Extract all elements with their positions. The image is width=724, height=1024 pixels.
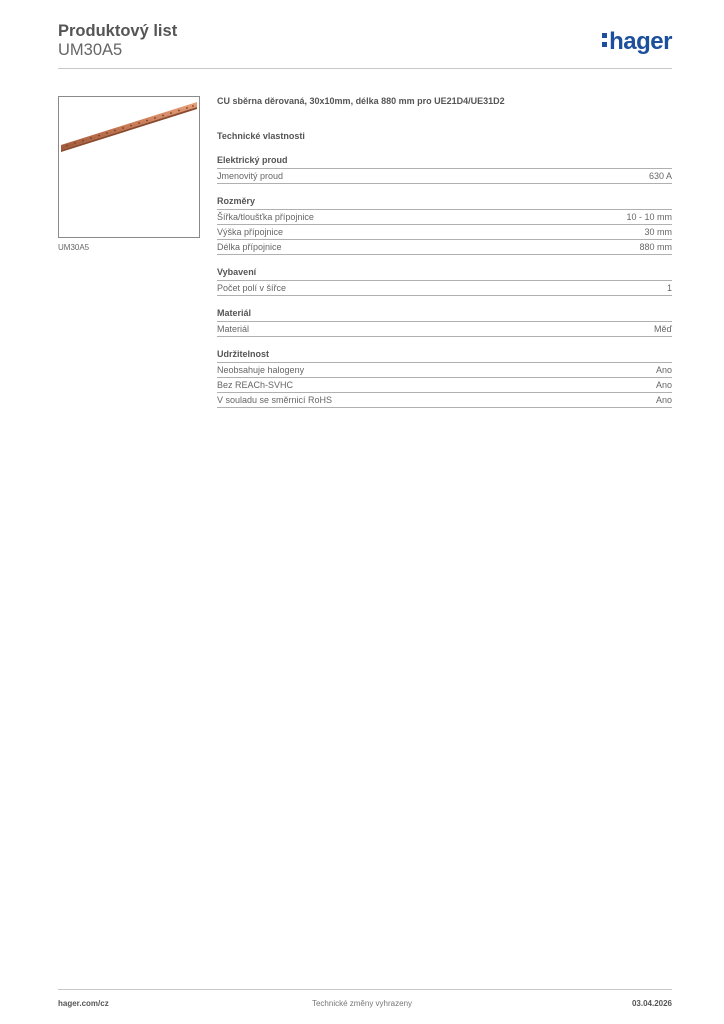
row-value: Měď: [653, 323, 672, 334]
section-material: [217, 307, 672, 337]
section-title: Vybavení: [217, 266, 672, 281]
section-title: Materiál: [217, 307, 672, 322]
technical-properties-heading: Technické vlastnosti: [217, 131, 305, 141]
footer-divider: [58, 989, 672, 990]
table-row: [217, 281, 672, 296]
page-title: Produktový list: [58, 22, 178, 40]
table-row: [217, 225, 672, 240]
section-title: Udržitelnost: [217, 348, 672, 363]
section-electric-current: [217, 154, 672, 184]
table-row: [217, 378, 672, 393]
row-value: 1: [666, 282, 672, 293]
table-row: [217, 393, 672, 408]
footer-notice: Technické změny vyhrazeny: [311, 999, 413, 1008]
row-value: Ano: [655, 394, 672, 405]
table-row: [217, 363, 672, 378]
section-title: Elektrický proud: [217, 154, 672, 169]
logo-text: hager: [609, 28, 672, 55]
row-label: Neobsahuje halogeny: [217, 364, 305, 375]
table-row: [217, 210, 672, 225]
row-value: 630 A: [648, 170, 672, 181]
row-value: 30 mm: [644, 226, 672, 237]
header-divider: [58, 68, 672, 69]
row-label: Délka přípojnice: [217, 241, 282, 252]
table-row: [217, 240, 672, 255]
row-label: V souladu se směrnicí RoHS: [217, 394, 333, 405]
section-equipment: [217, 266, 672, 296]
row-value: Ano: [655, 364, 672, 375]
footer-website-link[interactable]: hager.com/cz: [58, 999, 109, 1008]
product-content: [217, 95, 672, 419]
table-row: [217, 322, 672, 337]
row-value: 880 mm: [639, 241, 672, 252]
section-dimensions: [217, 195, 672, 255]
table-row: [217, 169, 672, 184]
section-title: Rozměry: [217, 195, 672, 210]
row-label: Počet polí v šířce: [217, 282, 287, 293]
logo-dots-icon: [602, 33, 607, 48]
product-code: UM30A5: [58, 41, 123, 59]
row-label: Bez REACh-SVHC: [217, 379, 294, 390]
copper-busbar-image: [59, 97, 199, 237]
footer-date: 03.04.2026: [631, 999, 672, 1008]
row-label: Materiál: [217, 323, 250, 334]
row-label: Jmenovitý proud: [217, 170, 284, 181]
row-label: Výška přípojnice: [217, 226, 284, 237]
row-value: 10 - 10 mm: [626, 211, 672, 222]
image-caption: UM30A5: [58, 243, 90, 252]
row-label: Šířka/tloušťka přípojnice: [217, 211, 314, 222]
product-description: CU sběrna děrovaná, 30x10mm, délka 880 mm pro UE21D4/UE31D2: [217, 96, 505, 106]
row-value: Ano: [655, 379, 672, 390]
product-image: [58, 96, 200, 238]
hager-logo: [602, 27, 672, 57]
section-sustainability: [217, 348, 672, 408]
